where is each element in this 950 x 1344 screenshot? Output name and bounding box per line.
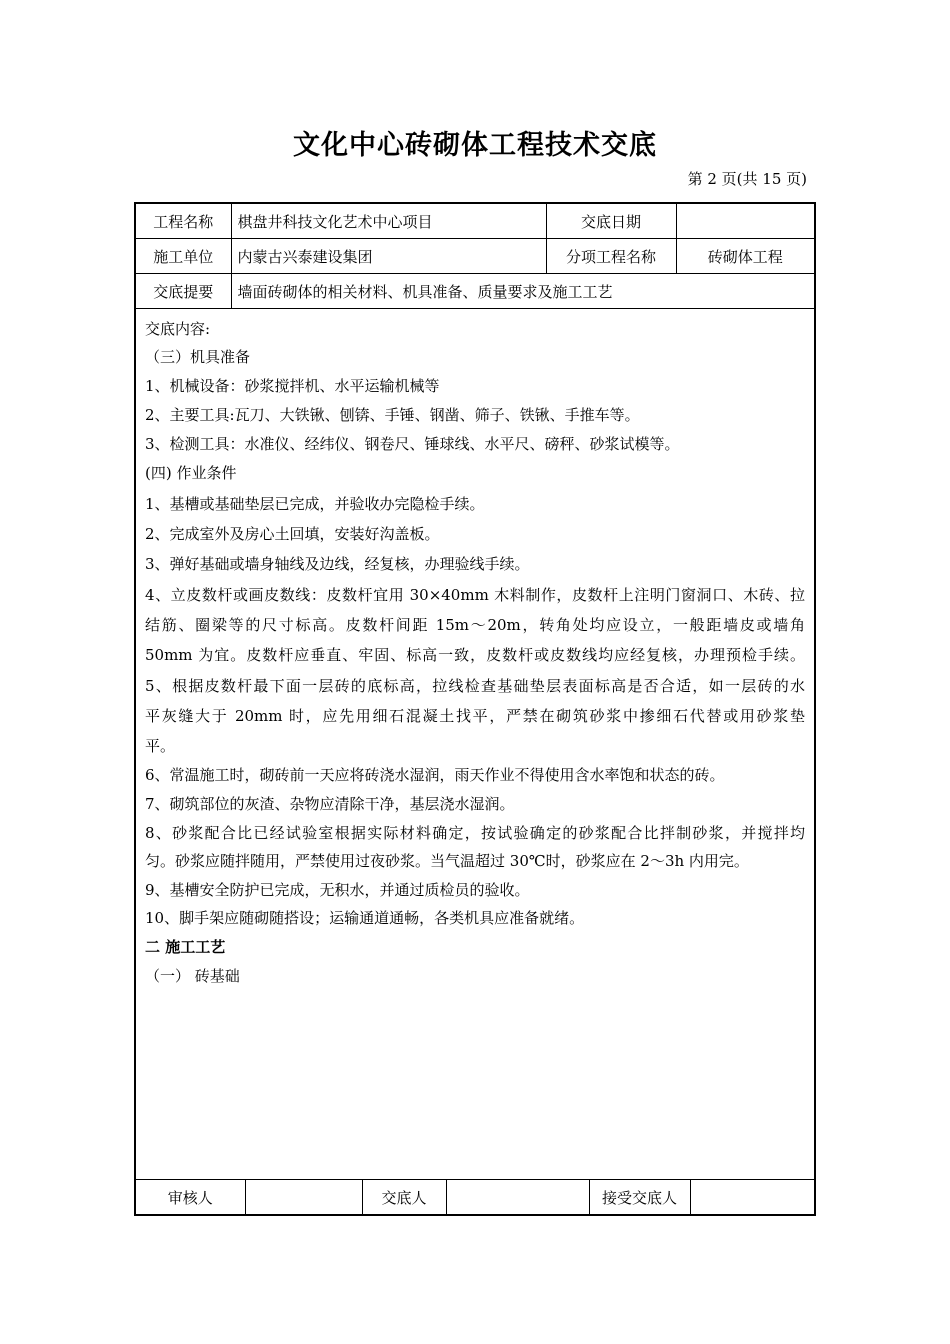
content-line: 6、常温施工时，砌砖前一天应将砖浇水湿润，雨天作业不得使用含水率饱和状态的砖。 [145,766,725,784]
subitem-value: 砖砌体工程 [676,239,814,274]
date-value [676,204,814,239]
content-heading: 交底内容: [145,320,211,338]
presenter-label: 交底人 [362,1180,446,1215]
summary-value: 墙面砖砌体的相关材料、机具准备、质量要求及施工工艺 [231,274,814,309]
presenter-signature [446,1180,589,1215]
section-heading: 二 施工工艺 [145,938,226,956]
content-line: 结筋、圈梁等的尺寸标高。皮数杆间距 15m～20m，转角处均应设立，一般距墙皮或墙角 [145,616,805,634]
reviewer-label: 审核人 [136,1180,245,1215]
project-name-value: 棋盘井科技文化艺术中心项目 [231,204,546,239]
document-title: 文化中心砖砌体工程技术交底 [293,130,657,161]
content-line: 1、基槽或基础垫层已完成，并验收办完隐检手续。 [145,495,485,513]
content-line: 2、主要工具:瓦刀、大铁锹、刨锛、手锤、钢凿、筛子、铁锹、手推车等。 [145,406,640,424]
content-line: 10、脚手架应随砌随搭设；运输通道通畅，各类机具应准备就绪。 [145,909,585,927]
summary-label: 交底提要 [136,274,231,309]
content-line: 匀。砂浆应随拌随用，严禁使用过夜砂浆。当气温超过 30℃时，砂浆应在 2～3h 内用完。 [145,852,749,870]
content-line: 2、完成室外及房心土回填，安装好沟盖板。 [145,525,440,543]
unit-label: 施工单位 [136,239,231,274]
reviewer-signature [245,1180,362,1215]
disclosure-content [136,315,814,1175]
content-line: 4、立皮数杆或画皮数线：皮数杆宜用 30×40mm 木料制作，皮数杆上注明门窗洞口、木砖、拉 [145,586,805,604]
content-line: 9、基槽安全防护已完成，无积水，并通过质检员的验收。 [145,881,530,899]
content-line: 3、弹好基础或墙身轴线及边线，经复核，办理验线手续。 [145,555,530,573]
receiver-signature [690,1180,814,1215]
content-line: （三）机具准备 [145,348,251,366]
content-line: 50mm 为宜。皮数杆应垂直、牢固、标高一致，皮数杆或皮数线均应经复核，办理预检手续。 [145,646,805,664]
disclosure-form [134,202,816,1216]
content-line: 平。 [145,737,176,755]
content-line: 8、砂浆配合比已经试验室根据实际材料确定，按试验确定的砂浆配合比拌制砂浆，并搅拌均 [145,824,805,842]
subitem-label: 分项工程名称 [546,239,676,274]
content-line: 7、砌筑部位的灰渣、杂物应清除干净，基层浇水湿润。 [145,795,515,813]
content-line: 5、根据皮数杆最下面一层砖的底标高，拉线检查基础垫层表面标高是否合适，如一层砖的水 [145,677,805,695]
content-line: 1、机械设备：砂浆搅拌机、水平运输机械等 [145,377,440,395]
subsection-heading: （一） 砖基础 [145,967,240,985]
project-name-label: 工程名称 [136,204,231,239]
unit-value: 内蒙古兴泰建设集团 [231,239,546,274]
content-line: 平灰缝大于 20mm 时，应先用细石混凝土找平，严禁在砌筑砂浆中掺细石代替或用砂浆垫 [145,707,805,725]
signature-table [136,1179,814,1214]
page-indicator: 第 2 页(共 15 页) [687,170,807,188]
content-line: (四) 作业条件 [145,464,237,482]
receiver-label: 接受交底人 [589,1180,690,1215]
header-table [136,204,814,309]
content-line: 3、检测工具：水准仪、经纬仪、钢卷尺、锤球线、水平尺、磅秤、砂浆试模等。 [145,435,680,453]
date-label: 交底日期 [546,204,676,239]
